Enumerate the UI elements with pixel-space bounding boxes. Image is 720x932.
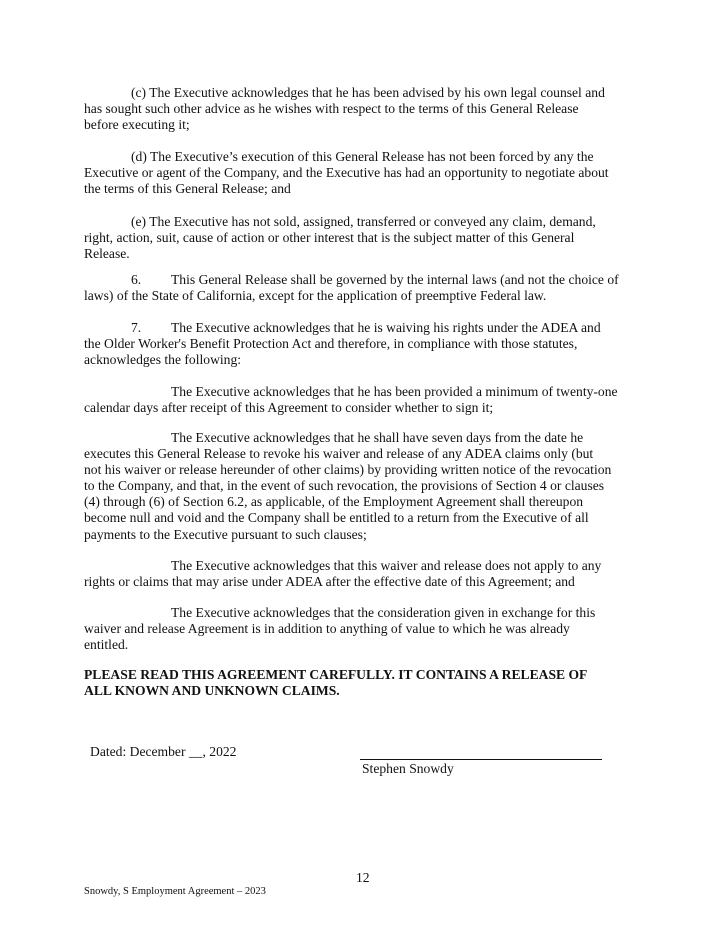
text-line: executes this General Release to revoke his waiver and release of any ADEA claims only (but [84, 446, 594, 462]
text-line: payments to the Executive pursuant to such clauses; [84, 526, 367, 542]
section-6 [84, 272, 644, 304]
text-line: Executive or agent of the Company, and the Executive has had an opportunity to negotiate about [84, 165, 609, 181]
text-line: the terms of this General Release; and [84, 181, 291, 197]
text-line: calendar days after receipt of this Agreement to consider whether to sign it; [84, 400, 494, 416]
text-line: has sought such other advice as he wishes with respect to the terms of this General Release [84, 101, 579, 117]
signature-line [360, 759, 602, 760]
text-line: The Executive acknowledges that he has been provided a minimum of twenty-one [171, 384, 618, 399]
text-line: rights or claims that may arise under ADEA after the effective date of this Agreement; and [84, 574, 575, 590]
text-line: This General Release shall be governed by the internal laws (and not the choice of [171, 272, 619, 287]
clause-4 [84, 605, 644, 653]
clause-2 [84, 430, 644, 543]
text-line: laws) of the State of California, except for the application of preemptive Federal law. [84, 288, 547, 304]
text-line: right, action, suit, cause of action or other interest that is the subject matter of this General [84, 230, 575, 246]
section-number: 6. [131, 272, 142, 287]
dated-line: Dated: December __, 2022 [90, 744, 237, 759]
signatory-name: Stephen Snowdy [362, 761, 454, 776]
text-line: (d) The Executive’s execution of this General Release has not been forced by any the [131, 149, 594, 164]
text-line: the Older Worker's Benefit Protection Act and therefore, in compliance with those statutes, [84, 336, 578, 352]
text-line: before executing it; [84, 117, 190, 133]
release-notice [84, 667, 644, 699]
footer: Snowdy, S Employment Agreement – 2023 [84, 886, 266, 897]
section-7 [84, 320, 644, 368]
text-line: The Executive acknowledges that he shall have seven days from the date he [171, 430, 584, 445]
page-number: 12 [356, 870, 370, 885]
paragraph-e [84, 214, 644, 262]
clause-3 [84, 558, 644, 590]
paragraph-c [84, 85, 644, 133]
clause-1 [84, 384, 644, 416]
text-line: PLEASE READ THIS AGREEMENT CAREFULLY. IT CONTAINS A RELEASE OF [84, 667, 588, 682]
text-line: entitled. [84, 637, 129, 653]
text-line: become null and void and the Company shall be entitled to a return from the Executive of all [84, 510, 589, 526]
text-line: ALL KNOWN AND UNKNOWN CLAIMS. [84, 683, 340, 699]
text-line: acknowledges the following: [84, 352, 242, 368]
section-number: 7. [131, 320, 142, 335]
text-line: The Executive acknowledges that the consideration given in exchange for this [171, 605, 596, 620]
text-line: (c) The Executive acknowledges that he has been advised by his own legal counsel and [131, 85, 605, 100]
text-line: Release. [84, 246, 130, 262]
text-line: (4) through (6) of Section 6.2, as applicable, of the Employment Agreement shall thereupon [84, 494, 584, 510]
text-line: not his waiver or release hereunder of other claims) by providing written notice of the revocation [84, 462, 612, 478]
text-line: The Executive acknowledges that he is waiving his rights under the ADEA and [171, 320, 601, 335]
text-line: waiver and release Agreement is in addition to anything of value to which he was already [84, 621, 570, 637]
text-line: The Executive acknowledges that this waiver and release does not apply to any [171, 558, 602, 573]
text-line: (e) The Executive has not sold, assigned, transferred or conveyed any claim, demand, [131, 214, 596, 229]
text-line: to the Company, and that, in the event of such revocation, the provisions of Section 4 or clauses [84, 478, 605, 494]
paragraph-d [84, 149, 644, 197]
